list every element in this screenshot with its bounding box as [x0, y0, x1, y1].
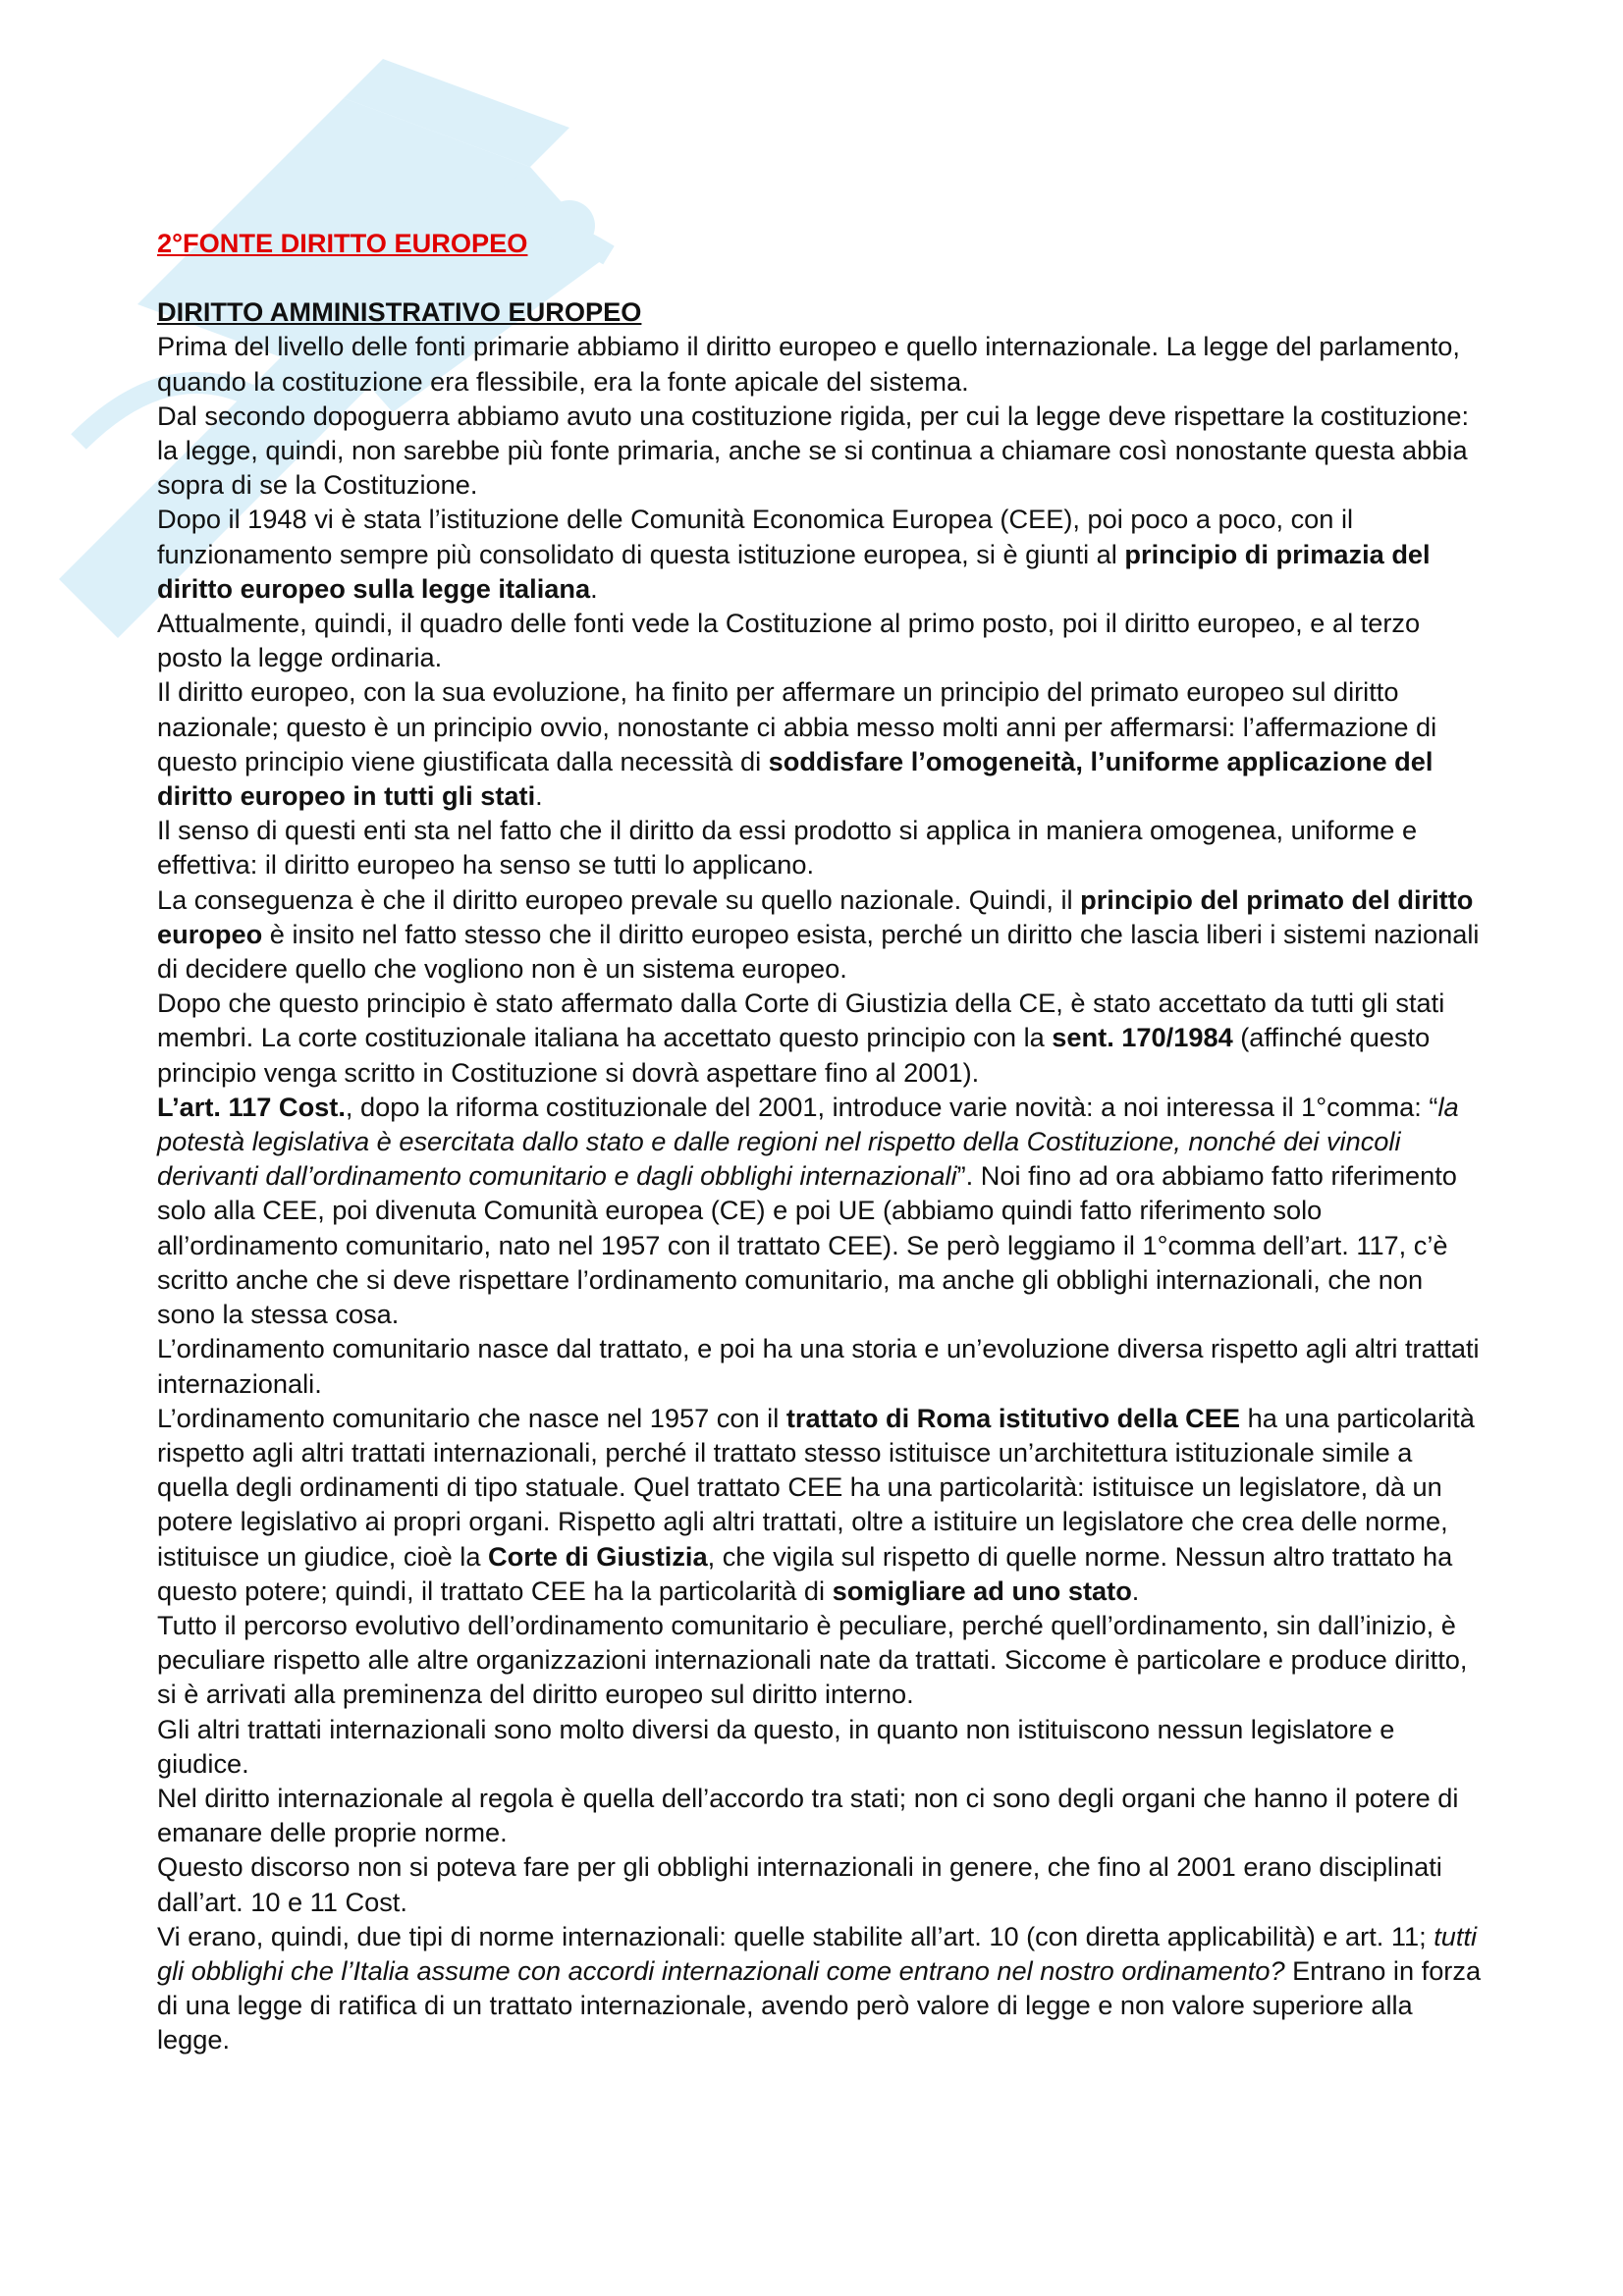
paragraph [157, 1608, 1488, 1712]
text-run: Il senso di questi enti sta nel fatto che il diritto da essi prodotto si applica in maniera omogenea, uniforme e effettiva: il diritto europeo ha senso se tutti lo applicano. [157, 815, 1418, 881]
paragraph [157, 1849, 1488, 1918]
text-run: . [590, 572, 598, 604]
paragraph [157, 1331, 1488, 1400]
text-run: Prima del livello delle fonti primarie abbiamo il diritto europeo e quello internazionale. La legge del parlamento, quando la costituzione era flessibile, era la fonte apicale del sistema. [157, 331, 1460, 397]
bold-text: principio di primazia del diritto europeo sulla legge italiana [157, 538, 1431, 604]
paragraph [157, 813, 1488, 881]
text-run: (affinché questo principio venga scritto in Costituzione si dovrà aspettare fino al 2001). [157, 1022, 1431, 1088]
text-run: ha una particolarità rispetto agli altri trattati internazionali, perché il trattato stesso istituisce un’architettura istituzionale simile a quella degli ordinamenti di tipo statuale. Quel trattato CEE ha una particolarità: istituisce un legislatore, dà un potere legislativo ai propri organi. Rispetto agli altri trattati, oltre a istituire un legislatore che crea delle norme, istituisce un giudice, cioè la [157, 1402, 1475, 1572]
italic-text: tutti gli obblighi che l’Italia assume con accordi internazionali come entrano nel nostro ordinamento? [157, 1920, 1478, 1986]
text-run: Il diritto europeo, con la sua evoluzione, ha finito per affermare un principio del primato europeo sul diritto nazionale; questo è un principio ovvio, nonostante ci abbia messo molti anni per affermarsi: l’affermazione di questo principio viene giustificata dalla necessità di [157, 676, 1437, 776]
text-run: Entrano in forza di una legge di ratifica di un trattato internazionale, avendo però valore di legge e non valore superiore alla legge. [157, 1954, 1482, 2056]
text-run: , dopo la riforma costituzionale del 2001, introduce varie novità: a noi interessa il 1°comma: “ [345, 1091, 1438, 1122]
bold-text: trattato di Roma istitutivo della CEE [785, 1402, 1241, 1433]
paragraph [157, 1919, 1488, 2057]
text-run: , che vigila sul rispetto di quelle norme. Nessun altro trattato ha questo potere; quindi, il trattato CEE ha la particolarità di [157, 1540, 1453, 1606]
bold-text: principio del primato del diritto europeo [157, 883, 1474, 949]
body-text [157, 329, 1488, 2056]
text-run: Vi erano, quindi, due tipi di norme internazionali: quelle stabilite all’art. 10 (con diretta applicabilità) e art. 11; [157, 1920, 1434, 1951]
text-run: . [1131, 1575, 1140, 1606]
paragraph [157, 674, 1488, 813]
text-run: Gli altri trattati internazionali sono molto diversi da questo, in quanto non istituiscono nessun legislatore e giudice. [157, 1713, 1395, 1779]
bold-text: L’art. 117 Cost. [157, 1091, 346, 1122]
text-run: La conseguenza è che il diritto europeo prevale su quello nazionale. Quindi, il [157, 883, 1081, 915]
paragraph [157, 502, 1488, 606]
paragraph [157, 399, 1488, 503]
text-run: ”. Noi fino ad ora abbiamo fatto riferimento solo alla CEE, poi divenuta Comunità europea (CE) e poi UE (abbiamo quindi fatto riferimento solo all’ordinamento comunitario, nato nel 1957 con il trattato CEE). Se però leggiamo il 1°comma dell’art. 117, c’è scritto anche che si deve rispettare l’ordinamento comunitario, ma anche gli obblighi internazionali, che non sono la stessa cosa. [157, 1160, 1457, 1330]
text-run: Tutto il percorso evolutivo dell’ordinamento comunitario è peculiare, perché quell’ordinamento, sin dall’inizio, è peculiare rispetto alle altre organizzazioni internazionali nate da trattati. Siccome è particolare e produce diritto, si è arrivati alla preminenza del diritto europeo sul diritto interno. [157, 1609, 1468, 1710]
text-run: . [535, 780, 543, 812]
paragraph [157, 329, 1488, 398]
bold-text: sent. 170/1984 [1052, 1022, 1233, 1053]
paragraph [157, 1781, 1488, 1849]
text-run: Nel diritto internazionale al regola è quella dell’accordo tra stati; non ci sono degli organi che hanno il potere di emanare delle proprie norme. [157, 1782, 1459, 1848]
paragraph [157, 986, 1488, 1090]
paragraph [157, 1401, 1488, 1608]
subtitle: DIRITTO AMMINISTRATIVO EUROPEO [157, 296, 642, 328]
document-page [157, 226, 1488, 2057]
text-run: Dopo che questo principio è stato affermato dalla Corte di Giustizia della CE, è stato accettato da tutti gli stati membri. La corte costituzionale italiana ha accettato questo principio con la [157, 988, 1445, 1053]
text-run: Questo discorso non si poteva fare per gli obblighi internazionali in genere, che fino al 2001 erano disciplinati dall’art. 10 e 11 Cost. [157, 1851, 1442, 1917]
text-run: L’ordinamento comunitario nasce dal trattato, e poi ha una storia e un’evoluzione diversa rispetto agli altri trattati internazionali. [157, 1333, 1480, 1399]
bold-text: somigliare ad uno stato [832, 1575, 1132, 1606]
italic-text: la potestà legislativa è esercitata dallo stato e dalle regioni nel rispetto della Costituzione, nonché dei vincoli derivanti dall’ordinamento comunitario e dagli obblighi internazionali [157, 1091, 1459, 1192]
bold-text: soddisfare l’omogeneità, l’uniforme applicazione del diritto europeo in tutti gli stati [157, 745, 1434, 812]
text-run: Dopo il 1948 vi è stata l’istituzione delle Comunità Economica Europea (CEE), poi poco a poco, con il funzionamento sempre più consolidato di questa istituzione europea, si è giunti al [157, 504, 1354, 569]
bold-text: Corte di Giustizia [488, 1540, 708, 1572]
paragraph [157, 882, 1488, 987]
text-run: è insito nel fatto stesso che il diritto europeo esista, perché un diritto che lascia liberi i sistemi nazionali di decidere quello che vogliono non è un sistema europeo. [157, 918, 1480, 985]
section-title: 2°FONTE DIRITTO EUROPEO [157, 228, 528, 258]
text-run: L’ordinamento comunitario che nasce nel 1957 con il [157, 1402, 786, 1433]
text-run: Attualmente, quindi, il quadro delle fonti vede la Costituzione al primo posto, poi il diritto europeo, e al terzo posto la legge ordinaria. [157, 608, 1421, 673]
paragraph [157, 1712, 1488, 1781]
text-run: Dal secondo dopoguerra abbiamo avuto una costituzione rigida, per cui la legge deve rispettare la costituzione: la legge, quindi, non sarebbe più fonte primaria, anche se si continua a chiamare così nonostante questa abbia sopra di se la Costituzione. [157, 400, 1470, 501]
paragraph [157, 1090, 1488, 1331]
paragraph [157, 606, 1488, 674]
